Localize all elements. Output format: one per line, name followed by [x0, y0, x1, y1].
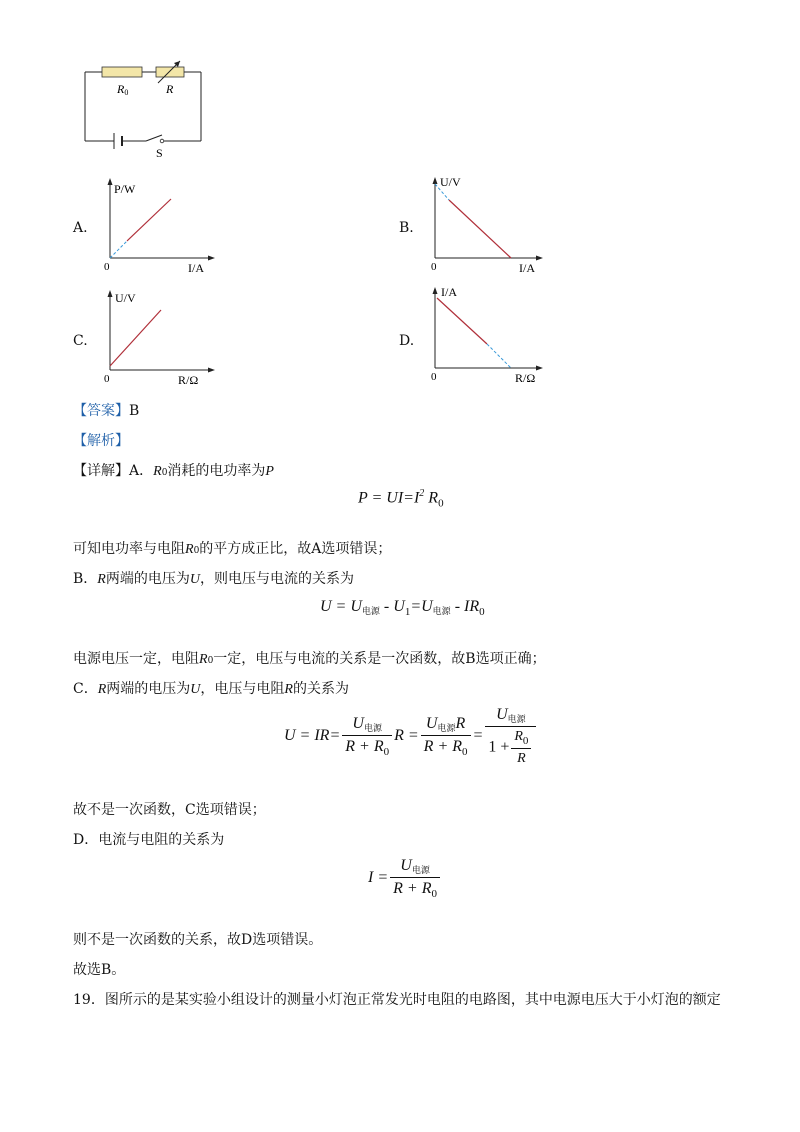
equation-voltage-resistance: U = IR= $\frac{U_{电源}}{R + R_0}$ R = $\frac{U_{电源}R}{R + R_0}$ = $U_{电源}$ 1 + $\frac{R_0}{R}$: [284, 706, 538, 767]
analysis-tag: 【解析】: [73, 433, 129, 449]
fraction-1: $\frac{U_{电源}}{R + R_0}$: [342, 715, 392, 758]
detail-c-conclusion: 故不是一次函数，C选项错误；: [73, 802, 266, 818]
rheostat-r: [156, 67, 184, 77]
r0-sub-3: 0: [207, 656, 214, 666]
detail-c-line: [73, 679, 349, 700]
detail-a-rest: 消耗的电功率为: [167, 463, 266, 479]
origin-label: 0: [104, 261, 110, 273]
x-axis-label: I/A: [519, 261, 535, 275]
detail-c-text3: 的关系为: [292, 681, 349, 697]
origin-label: 0: [431, 261, 437, 273]
p-symbol: P: [265, 464, 274, 479]
fraction-2: $\frac{U_{电源}R}{R + R_0}$: [421, 715, 471, 758]
graph-line: [449, 200, 511, 258]
graph-b: [425, 172, 550, 276]
r0-symbol: R: [153, 464, 162, 479]
r0-sub: 0: [161, 468, 168, 478]
u-symbol-2: U: [190, 682, 201, 697]
answer-tag: 【答案】: [73, 403, 129, 419]
detail-a-conclusion-1: 可知电功率与电阻: [73, 541, 185, 557]
graph-line: [110, 310, 161, 366]
fraction-3: $U_{电源}$ 1 + $\frac{R_0}{R}$: [485, 706, 536, 767]
graph-line: [127, 199, 171, 241]
y-axis-label: U/V: [115, 291, 136, 305]
dashed-extension: [487, 344, 511, 368]
detail-a-conclusion-2: 的平方成正比，故A选项错误；: [199, 541, 392, 557]
equation-power: $P = UI=I^2$ $R_0$: [358, 488, 444, 510]
resistor-r0: [102, 67, 142, 77]
detail-d-line: D．电流与电阻的关系为: [73, 832, 225, 848]
graph-line: [437, 298, 487, 344]
graph-a: [100, 176, 220, 276]
x-axis-label: R/Ω: [515, 371, 536, 385]
detail-b-text1: 两端的电压为: [105, 571, 190, 587]
final-answer: 故选B。: [73, 962, 126, 978]
r-symbol-3: R: [284, 682, 293, 697]
u-symbol: U: [189, 572, 200, 587]
detail-b-conclusion: [73, 649, 546, 671]
detail-b-conclusion-2: 一定，电压与电流的关系是一次函数，故B选项正确；: [213, 651, 546, 667]
detail-a-intro: A．: [129, 463, 154, 479]
r0-sub-2: 0: [193, 546, 200, 556]
next-question: 19．图所示的是某实验小组设计的测量小灯泡正常发光时电阻的电路图，其中电源电压大于小灯泡的额定: [73, 992, 721, 1008]
detail-c-intro: C．: [73, 681, 98, 697]
r-symbol: R: [97, 572, 106, 587]
detail-a-line: [73, 461, 274, 483]
switch-label: S: [156, 146, 163, 160]
equation-current-resistance: I = $\frac{U_{电源}}{R + R_0}$: [368, 857, 442, 900]
graph-c: [100, 288, 225, 388]
x-axis-label: I/A: [188, 261, 204, 275]
detail-tag: 【详解】: [73, 463, 129, 479]
source-sub-5: 电源: [507, 714, 526, 724]
circuit-diagram: [70, 55, 220, 165]
detail-b-line: [73, 569, 354, 590]
option-c-label: C.: [73, 333, 88, 349]
one-sub: 1: [404, 606, 411, 618]
detail-b-intro: B．: [73, 571, 98, 587]
r0-label: R0: [117, 82, 129, 97]
answer-line: [73, 401, 139, 421]
r-label: R: [166, 82, 174, 96]
fraction-4: $\frac{U_{电源}}{R + R_0}$: [390, 857, 440, 900]
detail-b-text2: ，则电压与电流的关系为: [199, 571, 354, 587]
r0-symbol-2: R: [185, 542, 194, 557]
r0-symbol-3: R: [199, 652, 208, 667]
detail-b-conclusion-1: 电源电压一定，电阻: [73, 651, 199, 667]
equation-voltage-current: $U = U_{电源} - U_1=U_{电源} - IR_0$: [320, 598, 485, 618]
y-axis-label: U/V: [440, 175, 461, 189]
dashed-extension: [110, 241, 127, 258]
battery-icon: [114, 133, 122, 149]
x-axis-label: R/Ω: [178, 373, 199, 387]
detail-a-conclusion: [73, 539, 391, 561]
graph-d: [425, 282, 550, 386]
detail-c-text1: 两端的电压为: [106, 681, 191, 697]
option-a-label: A.: [73, 220, 88, 236]
source-sub-3: 电源: [363, 723, 382, 733]
origin-label: 0: [104, 373, 110, 385]
r-symbol-2: R: [97, 682, 107, 697]
source-sub-6: 电源: [411, 865, 430, 875]
origin-label: 0: [431, 371, 437, 383]
answer-value: B: [129, 403, 140, 419]
source-sub-4: 电源: [437, 723, 456, 733]
source-sub-1: 电源: [361, 606, 380, 616]
source-sub-2: 电源: [432, 606, 451, 616]
detail-c-text2: ，电压与电阻: [200, 681, 285, 697]
detail-d-conclusion: 则不是一次函数的关系，故D选项错误。: [73, 932, 323, 948]
y-axis-label: P/W: [114, 182, 136, 196]
option-d-label: D.: [399, 333, 415, 349]
switch-icon: [160, 139, 164, 143]
option-b-label: B.: [399, 220, 414, 236]
y-axis-label: I/A: [441, 285, 457, 299]
